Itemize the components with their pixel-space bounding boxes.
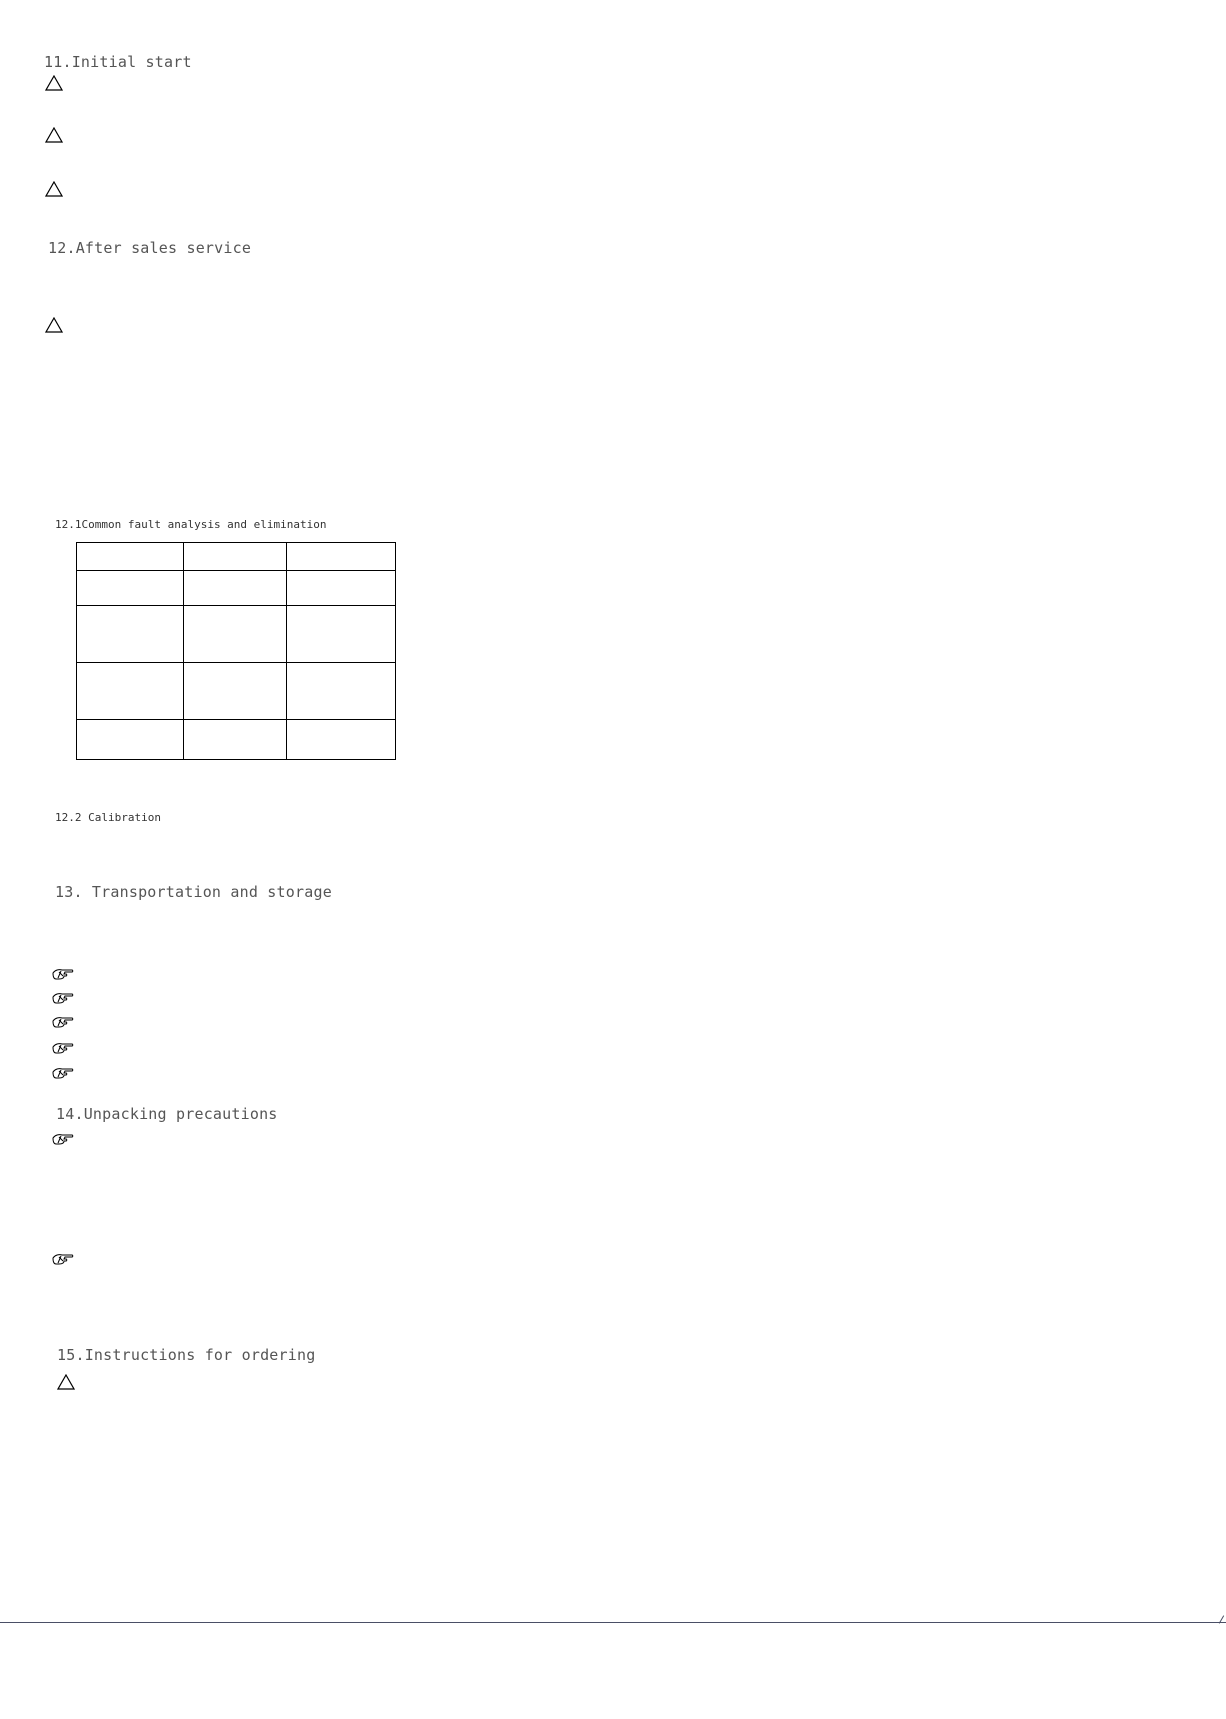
table-cell — [184, 606, 287, 663]
table-row — [77, 606, 396, 663]
warning-triangle-icon — [45, 181, 63, 197]
section-12-1-heading: 12.1Common fault analysis and elimination — [55, 518, 327, 531]
pointing-hand-icon — [52, 1015, 74, 1029]
footer-divider — [0, 1622, 1226, 1623]
pointing-hand-icon — [52, 1252, 74, 1266]
table-row — [77, 571, 396, 606]
pointing-hand-icon — [52, 991, 74, 1005]
section-15-heading: 15.Instructions for ordering — [57, 1346, 316, 1364]
table-row — [77, 720, 396, 760]
section-12-heading: 12.After sales service — [48, 239, 252, 257]
table-cell — [77, 571, 184, 606]
table-cell — [184, 720, 287, 760]
table-cell — [77, 720, 184, 760]
warning-triangle-icon — [45, 127, 63, 143]
warning-triangle-icon — [45, 75, 63, 91]
section-13-heading: 13. Transportation and storage — [55, 883, 332, 901]
pointing-hand-icon — [52, 1132, 74, 1146]
table-cell — [184, 663, 287, 720]
table-cell — [287, 663, 396, 720]
table-cell — [77, 543, 184, 571]
table-cell — [77, 663, 184, 720]
pointing-hand-icon — [52, 1066, 74, 1080]
table-cell — [184, 543, 287, 571]
fault-analysis-table — [76, 542, 396, 760]
table-cell — [77, 606, 184, 663]
table-cell — [287, 571, 396, 606]
table-cell — [287, 606, 396, 663]
table-cell — [184, 571, 287, 606]
pointing-hand-icon — [52, 967, 74, 981]
table-cell — [287, 543, 396, 571]
table-row — [77, 543, 396, 571]
section-11-heading: 11.Initial start — [44, 53, 192, 71]
pointing-hand-icon — [52, 1041, 74, 1055]
warning-triangle-icon — [45, 317, 63, 333]
table-row — [77, 663, 396, 720]
section-14-heading: 14.Unpacking precautions — [56, 1105, 278, 1123]
warning-triangle-icon — [57, 1374, 75, 1390]
section-12-2-heading: 12.2 Calibration — [55, 811, 161, 824]
table-cell — [287, 720, 396, 760]
